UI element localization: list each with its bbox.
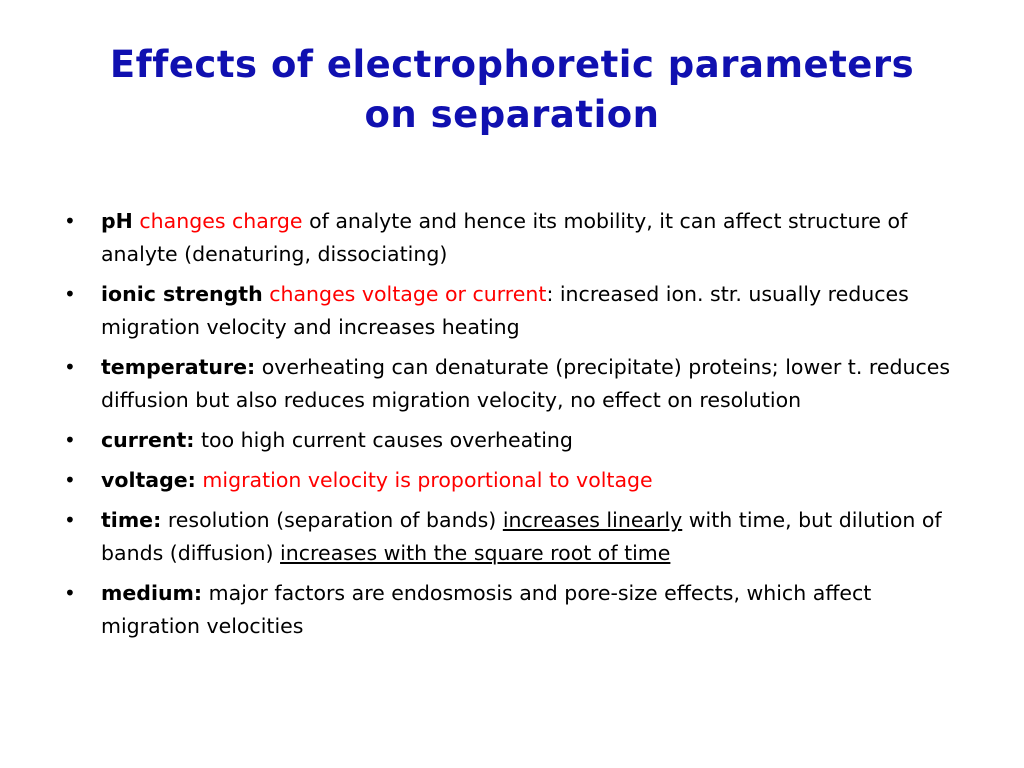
bullet-highlight: changes voltage or current xyxy=(269,282,547,306)
bullet-term: ionic strength xyxy=(101,282,263,306)
bullet-text: resolution (separation of bands) xyxy=(167,508,497,532)
bullet-term: current: xyxy=(101,428,195,452)
bullet-current xyxy=(64,424,964,457)
bullet-term: pH xyxy=(101,209,133,233)
slide-title xyxy=(40,40,984,140)
bullet-term: temperature: xyxy=(101,355,256,379)
bullet-term: time: xyxy=(101,508,162,532)
bullet-text: of analyte and hence its mobility, it can affect structure of analyte (denaturing, dissociating) xyxy=(101,209,908,266)
bullet-text: overheating can denaturate (precipitate) proteins; lower t. reduces diffusion but also reduces migration velocity, no effect on resolution xyxy=(101,355,951,412)
bullet-time xyxy=(64,504,964,570)
bullet-dot-icon: • xyxy=(64,468,76,492)
bullet-text: : increased ion. str. usually reduces migration velocity and increases heating xyxy=(101,282,909,339)
bullet-term: voltage: xyxy=(101,468,196,492)
bullet-ionic-strength xyxy=(64,278,964,344)
bullet-text: with time, but dilution of bands (diffusion) xyxy=(101,508,942,565)
slide-title-line-2: on separation xyxy=(364,93,660,136)
bullet-dot-icon: • xyxy=(64,355,76,379)
bullet-voltage xyxy=(64,464,964,497)
bullet-list xyxy=(64,205,964,650)
bullet-text: too high current causes overheating xyxy=(201,428,573,452)
bullet-term: medium: xyxy=(101,581,203,605)
bullet-dot-icon: • xyxy=(64,282,76,306)
bullet-highlight: migration velocity is proportional to voltage xyxy=(202,468,653,492)
bullet-dot-icon: • xyxy=(64,428,76,452)
bullet-dot-icon: • xyxy=(64,209,76,233)
bullet-text: major factors are endosmosis and pore-size effects, which affect migration velocities xyxy=(101,581,872,638)
bullet-medium xyxy=(64,577,964,643)
bullet-temperature xyxy=(64,351,964,417)
bullet-dot-icon: • xyxy=(64,581,76,605)
bullet-underlined-text: increases linearly xyxy=(502,508,683,532)
bullet-highlight: changes charge xyxy=(139,209,303,233)
bullet-underlined-text: increases with the square root of time xyxy=(280,541,671,565)
slide-title-line-1: Effects of electrophoretic parameters xyxy=(109,43,915,86)
bullet-dot-icon: • xyxy=(64,508,76,532)
bullet-ph xyxy=(64,205,964,271)
